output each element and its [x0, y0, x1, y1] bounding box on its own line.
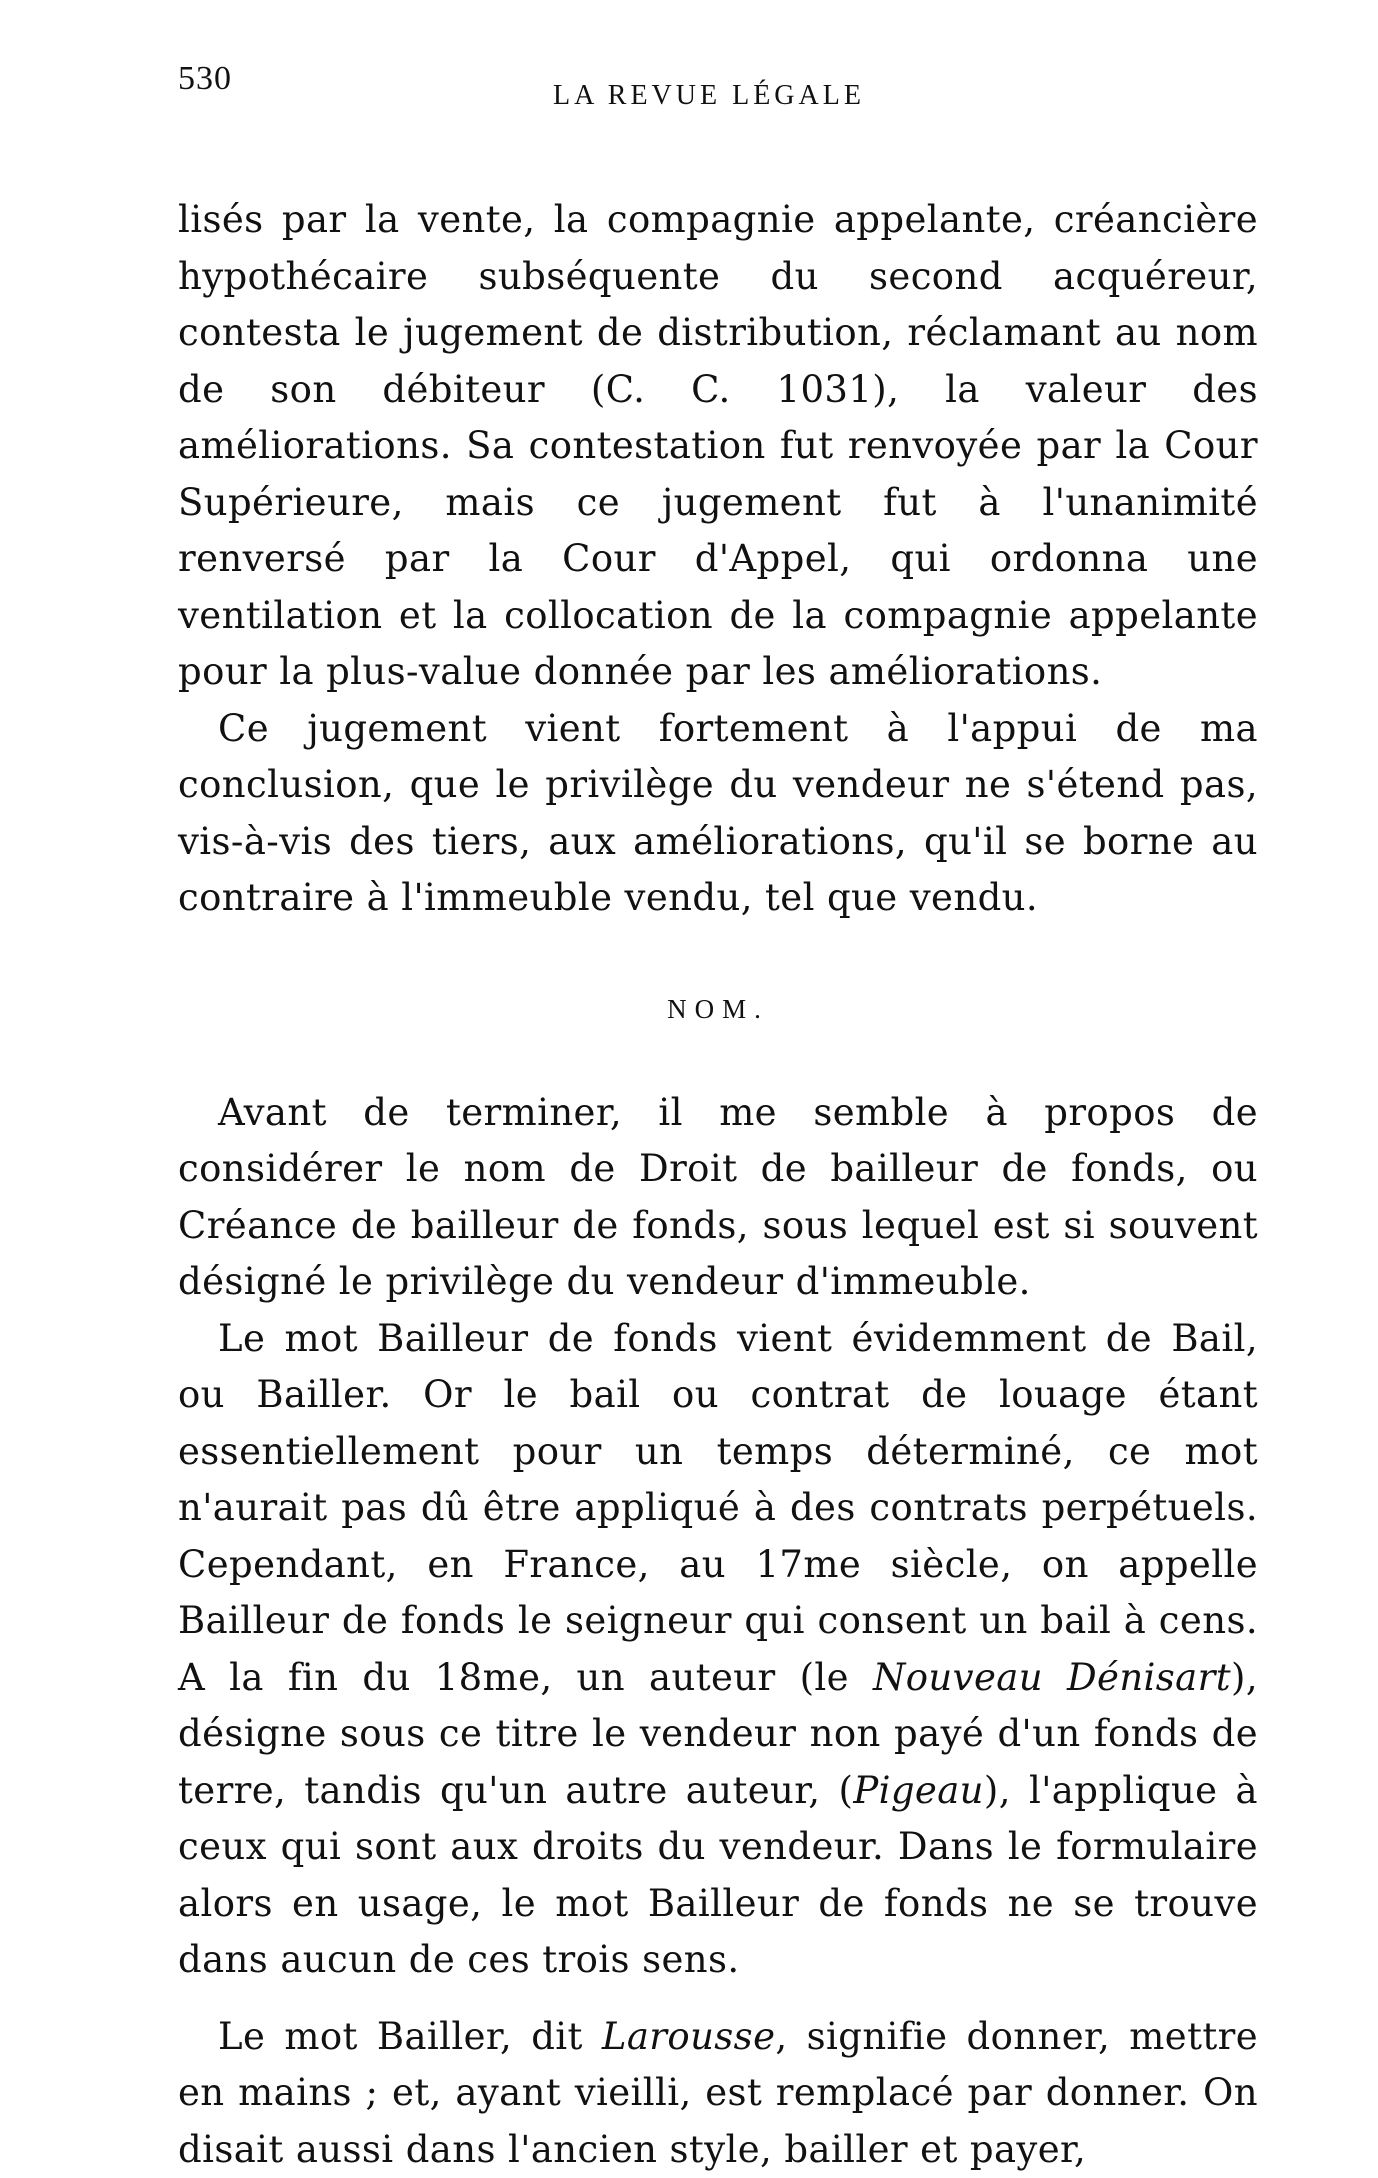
paragraph-bailleur-history [178, 1311, 1258, 1989]
paragraph-larousse [178, 2009, 1258, 2178]
paragraph-conclusion: Ce jugement vient fortement à l'appui de ma conclusion, que le privilège du vendeur ne s'étend pas, vis-à-vis des tiers, aux améliorations, qu'il se borne au contraire à l'immeuble vendu, tel que vendu. [178, 701, 1258, 927]
text-run: , signifie donner, mettre en mains ; et, ayant vieilli, est remplacé par donner. On disait aussi dans l'ancien style, bailler et payer, [178, 2015, 1258, 2171]
italic-citation: Nouveau Dénisart [873, 1656, 1231, 1699]
text-run: Le mot Bailler, dit [218, 2015, 602, 2058]
paragraph-nom-intro: Avant de terminer, il me semble à propos de considérer le nom de Droit de bailleur de fonds, ou Créance de bailleur de fonds, sous lequel est si souvent désigné le privilège du vendeur d'immeuble. [178, 1085, 1258, 1311]
page-header [178, 60, 1258, 130]
text-run: Le mot Bailleur de fonds vient évidemment de Bail, ou Bailler. Or le bail ou contrat de louage étant essentiellement pour un temps déterminé, ce mot n'aurait pas dû être appliqué à des contrats perpétuels. Cependant, en France, au 17me siècle, on appelle Bailleur de fonds le seigneur qui consent un bail à cens. A la fin du 18me, un auteur (le [178, 1317, 1258, 1699]
text-run: ), l'applique à ceux qui sont aux droits du vendeur. Dans le formulaire alors en usage, le mot Bailleur de fonds ne se trouve dans aucun de ces trois sens. [178, 1769, 1258, 1982]
italic-citation: Pigeau [853, 1769, 984, 1812]
page-number: 530 [178, 60, 232, 98]
book-page [178, 60, 1258, 2080]
running-title: LA REVUE LÉGALE [553, 80, 865, 112]
text-run: ), désigne sous ce titre le vendeur non payé d'un fonds de terre, tandis qu'un autre auteur, ( [178, 1656, 1258, 1812]
section-title: NOM. [178, 989, 1258, 1029]
body-text [178, 192, 1258, 2178]
paragraph-continued: lisés par la vente, la compagnie appelante, créancière hypothécaire subséquente du second acquéreur, contesta le jugement de distribution, réclamant au nom de son débiteur (C. C. 1031), la valeur des améliorations. Sa contestation fut renvoyée par la Cour Supérieure, mais ce jugement fut à l'unanimité renversé par la Cour d'Appel, qui ordonna une ventilation et la collocation de la compagnie appelante pour la plus-value donnée par les améliorations. [178, 192, 1258, 701]
italic-citation: Larousse [602, 2015, 776, 2058]
